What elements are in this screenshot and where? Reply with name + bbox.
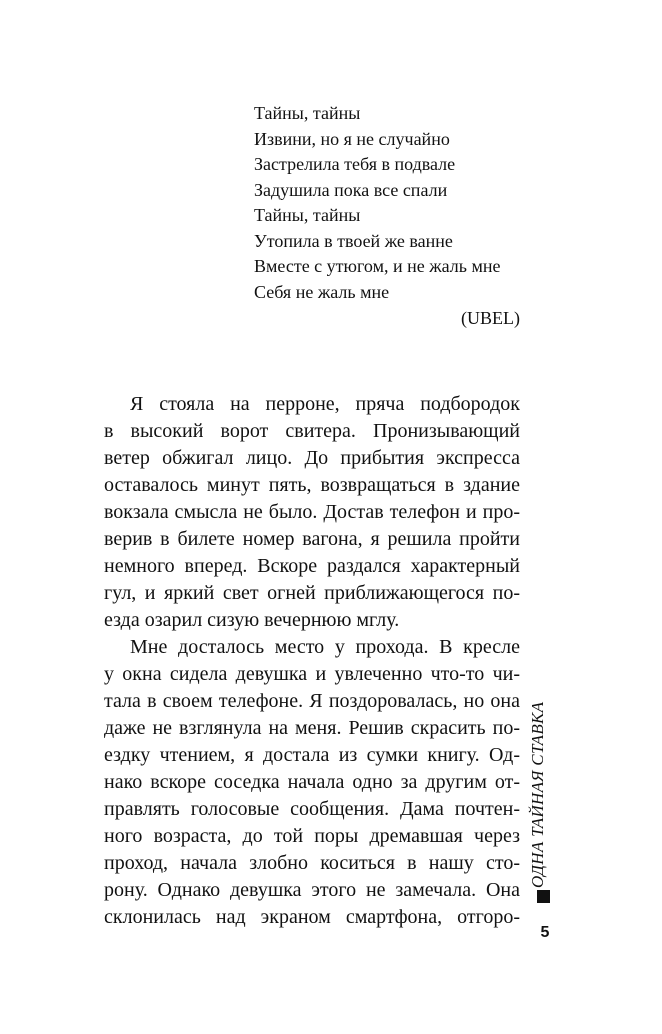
text-line-content: Мне досталось место у прохода. В кресле	[130, 636, 520, 658]
text-line-content: даже не взглянула на меня. Решив скрасить по-	[104, 717, 520, 739]
text-line-content: вокзала смысла не было. Достав телефон и про-	[104, 501, 520, 523]
epigraph-line: Вместе с утюгом, и не жаль мне	[254, 256, 501, 276]
text-line-content: правлять голосовые сообщения. Дама почтен-	[104, 798, 520, 820]
text-line-content: склонилась над экраном смартфона, отгоро-	[104, 906, 520, 928]
text-line-content: немного вперед. Вскоре раздался характерный	[104, 555, 520, 577]
text-line	[104, 796, 520, 823]
text-line	[104, 391, 520, 418]
running-title: ОДНА ТАЙНАЯ СТАВКА	[528, 701, 547, 888]
text-line	[104, 850, 520, 877]
body-text	[104, 391, 520, 931]
text-line-content: тала в своем телефоне. Я поздоровалась, но она	[104, 690, 520, 712]
text-line	[104, 526, 520, 553]
epigraph-line: Задушила пока все спали	[254, 179, 448, 200]
text-line	[104, 715, 520, 742]
text-line-content: ветер обжигал лицо. До прибытия экспресса	[104, 447, 520, 469]
text-line-content: в высокий ворот свитера. Пронизывающий	[104, 420, 520, 442]
text-line	[104, 607, 520, 634]
text-line-content: проход, начала злобно коситься в нашу сто-	[104, 852, 520, 874]
text-line	[104, 499, 520, 526]
text-line-content: верив в билете номер вагона, я решила пройти	[104, 528, 520, 550]
text-line-content: оставалось минут пять, возвращаться в здание	[104, 474, 520, 496]
text-line-content: у окна сидела девушка и увлеченно что-то чи-	[104, 663, 520, 685]
epigraph-line: Тайны, тайны	[254, 205, 361, 225]
epigraph-line: Утопила в твоей же ванне	[254, 230, 453, 251]
text-line	[104, 580, 520, 607]
text-line-content: нако вскоре соседка начала одно за другим от-	[104, 771, 520, 793]
text-line	[104, 472, 520, 499]
page-number: 5	[540, 924, 550, 941]
text-line	[104, 823, 520, 850]
text-line-content: езда озарил сизую вечернюю мглу.	[104, 609, 400, 631]
text-line-content: рону. Однако девушка этого не замечала. Она	[104, 879, 520, 901]
epigraph-line: Тайны, тайны	[254, 103, 361, 123]
epigraph-attribution: (UBEL)	[461, 308, 520, 328]
text-line	[104, 742, 520, 769]
text-line-content: ездку чтением, я достала из сумки книгу. Од-	[104, 744, 520, 766]
text-line-content: ного возраста, до той поры дремавшая через	[104, 825, 520, 847]
text-line	[104, 418, 520, 445]
text-line	[104, 877, 520, 904]
text-line	[104, 445, 520, 472]
text-line	[104, 769, 520, 796]
text-line-content: гул, и яркий свет огней приближающегося по-	[104, 582, 520, 604]
epigraph	[254, 101, 520, 332]
text-line	[104, 553, 520, 580]
paragraph-2	[104, 634, 520, 931]
text-line	[104, 661, 520, 688]
text-line	[104, 688, 520, 715]
paragraph-1	[104, 391, 520, 634]
epigraph-line: Извини, но я не случайно	[254, 128, 450, 149]
text-line-content: Я стояла на перроне, пряча подбородок	[130, 393, 520, 415]
epigraph-line: Себя не жаль мне	[254, 281, 390, 302]
page-marker-square	[537, 890, 550, 903]
epigraph-line: Застрелила тебя в подвале	[254, 154, 456, 174]
text-line	[104, 634, 520, 661]
text-line	[104, 904, 520, 931]
